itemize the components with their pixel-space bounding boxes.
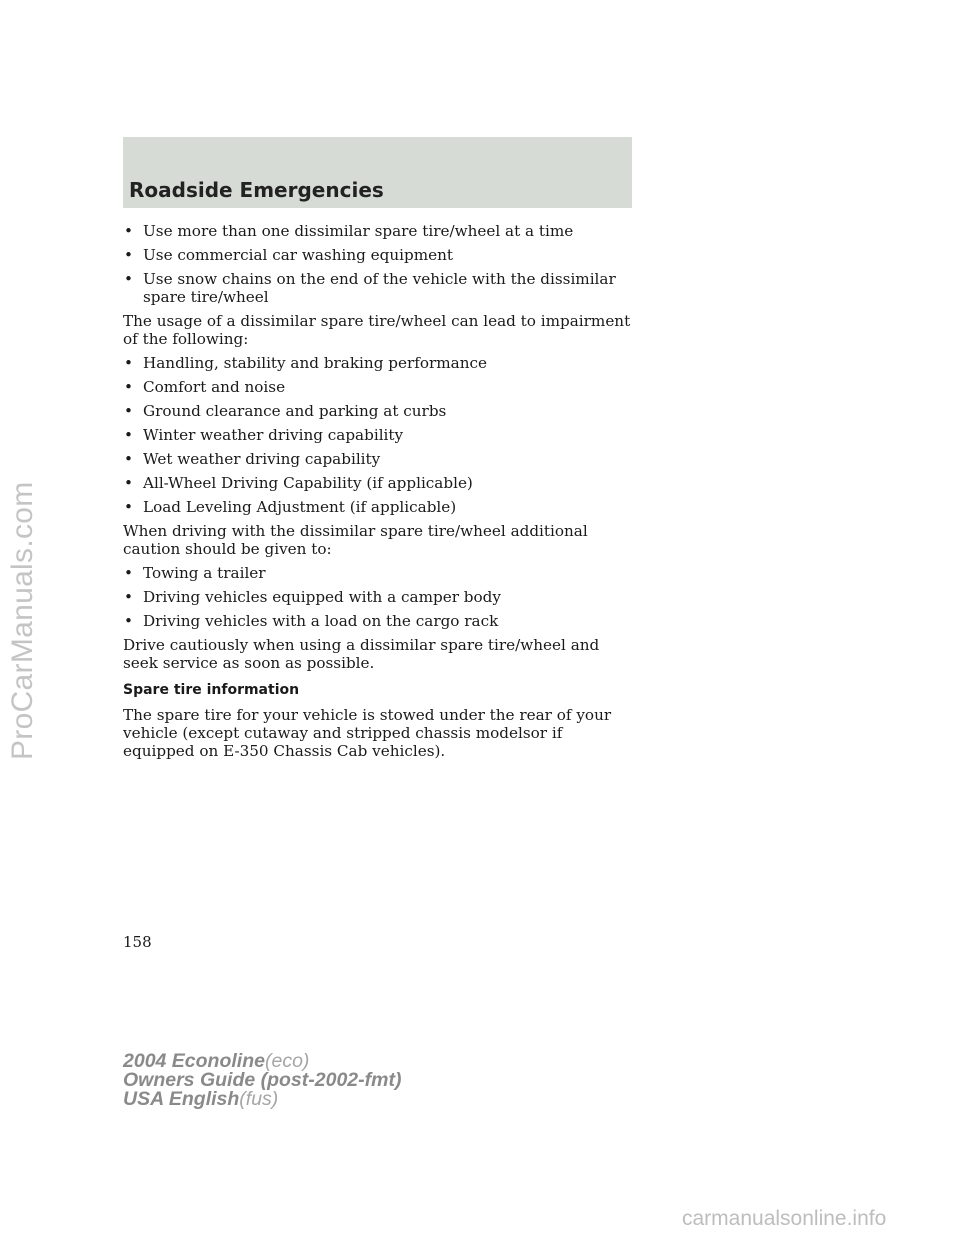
paragraph: When driving with the dissimilar spare tire/wheel additional caution should be given to: [123,522,588,558]
bottom-watermark: carmanualsonline.info [682,1207,887,1230]
page-number: 158 [123,933,152,951]
list-item: • Use more than one dissimilar spare tire/wheel at a time [123,222,638,240]
paragraph: The usage of a dissimilar spare tire/wheel can lead to impairment of the following: [123,312,631,348]
list-item: • Load Leveling Adjustment (if applicable) [123,498,638,516]
footer-language: USA English [123,1088,240,1110]
list-item: • All-Wheel Driving Capability (if applicable) [123,474,638,492]
list-item: • Use commercial car washing equipment [123,246,638,264]
list-item: • Comfort and noise [123,378,638,396]
list-item: • Ground clearance and parking at curbs [123,402,638,420]
section-title: Roadside Emergencies [129,178,384,202]
footer-line-guide: Owners Guide (post-2002-fmt) [123,1069,402,1091]
paragraph: Drive cautiously when using a dissimilar spare tire/wheel and seek service as soon as possible. [123,636,600,672]
subheading: Spare tire information [123,682,300,698]
paragraph: The spare tire for your vehicle is stowed under the rear of your vehicle (except cutaway and stripped chassis modelsor if equipped on E-350 Chassis Cab vehicles). [123,706,612,760]
footer-line-language [123,1090,401,1109]
footer-language-code: (fus) [239,1088,279,1110]
side-watermark: ProCarManuals.com [6,481,39,760]
footer-model-code: (eco) [264,1050,310,1072]
footer-model: 2004 Econoline [123,1050,265,1072]
list-item: • Driving vehicles with a load on the cargo rack [123,612,638,630]
document-footer [123,1052,401,1109]
list-item: • Driving vehicles equipped with a camper body [123,588,638,606]
list-item: • Use snow chains on the end of the vehicle with the dissimilar spare tire/wheel [123,270,638,306]
list-item: • Wet weather driving capability [123,450,638,468]
list-item: • Winter weather driving capability [123,426,638,444]
page-content [123,222,638,766]
list-item: • Handling, stability and braking performance [123,354,638,372]
list-item: • Towing a trailer [123,564,638,582]
